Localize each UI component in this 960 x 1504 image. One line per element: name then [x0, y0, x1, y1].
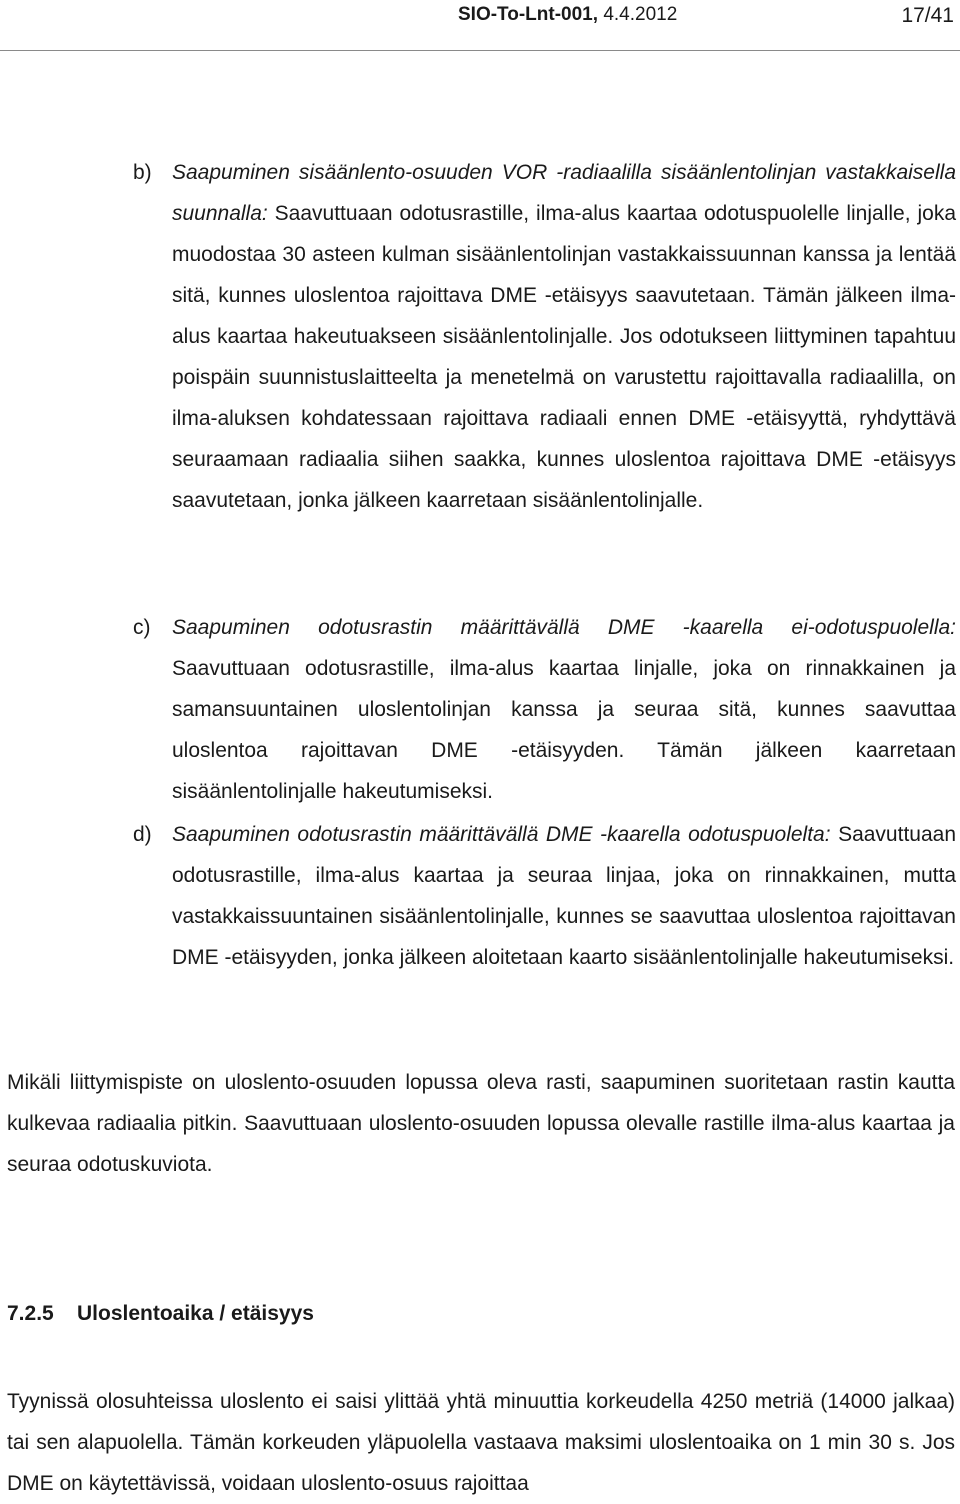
list-item-title: Saapuminen odotusrastin määrittävällä DME -kaarella ei-odotuspuolella: — [172, 616, 956, 639]
list-item-text: Saavuttuaan odotusrastille, ilma-alus kaartaa linjalle, joka on rinnakkainen ja samansuuntainen uloslentolinjan kanssa ja seuraa sitä, kunnes saavuttaa uloslentoa rajoittavan DME -etäisyyden. Tämän jälkeen kaarretaan sisäänlentolinjalle hakeutumiseksi. — [172, 657, 956, 803]
body-paragraph: Tyynissä olosuhteissa uloslento ei saisi ylittää yhtä minuuttia korkeudella 4250 metriä (14000 jalkaa) tai sen alapuolella. Tämän korkeuden yläpuolella vastaava maksimi uloslentoaika on 1 min 30 s. Jos DME on käytettävissä, voidaan uloslento-osuus rajoittaa — [7, 1390, 955, 1495]
document-date: 4.4.2012 — [603, 4, 678, 25]
list-item-text: Saavuttuaan odotusrastille, ilma-alus kaartaa ja seuraa linjaa, joka on rinnakkainen, mutta vastakkaissuuntainen sisäänlentolinjalle, kunnes se saavuttaa uloslentoa rajoittavan DME -etäisyyden, jonka jälkeen aloitetaan kaarto sisäänlentolinjalle hakeutumiseksi. — [172, 823, 956, 969]
list-item-body — [172, 152, 956, 521]
list-item-body — [172, 814, 956, 978]
list-item-body — [172, 607, 956, 812]
section-heading — [7, 1298, 314, 1330]
list-item-text: Saavuttuaan odotusrastille, ilma-alus kaartaa odotuspuolelle linjalle, joka muodostaa 30 asteen kulman sisäänlentolinjan vastakkaissuunnan kanssa ja lentää sitä, kunnes uloslentoa rajoittava DME -etäisyys saavutetaan. Tämän jälkeen ilma-alus kaartaa hakeutuakseen sisäänlentolinjalle. Jos odotukseen liittyminen tapahtuu poispäin suunnistuslaitteelta ja menetelmä on varustettu rajoittavalla radiaalilla, on ilma-aluksen kohdatessaan rajoittava radiaali ennen DME -etäisyyttä, ryhdyttävä seuraamaan radiaalia siihen saakka, kunnes uloslentoa rajoittava DME -etäisyys saavutetaan, jonka jälkeen kaarretaan sisäänlentolinjalle. — [172, 202, 956, 512]
section-title: Uloslentoaika / etäisyys — [77, 1302, 314, 1325]
list-marker: b) — [133, 161, 152, 184]
list-item-title: Saapuminen sisäänlento-osuuden VOR -radiaalilla sisäänlentolinjan vastakkaisella suunnalla: — [172, 161, 956, 225]
document-code: SIO-To-Lnt-001, — [458, 4, 599, 25]
list-marker: d) — [133, 823, 152, 846]
section-number: 7.2.5 — [7, 1302, 54, 1325]
body-paragraph: Mikäli liittymispiste on uloslento-osuuden lopussa oleva rasti, saapuminen suoritetaan rastin kautta kulkevaa radiaalia pitkin. Saavuttuaan uloslento-osuuden lopussa olevalle rastille ilma-alus kaartaa ja seuraa odotuskuviota. — [7, 1071, 955, 1176]
page-header — [0, 0, 960, 52]
list-item-title: Saapuminen odotusrastin määrittävällä DME -kaarella odotuspuolelta: — [172, 823, 831, 846]
page-number: 17/41 — [901, 4, 954, 27]
list-marker: c) — [133, 616, 151, 639]
header-divider — [0, 50, 960, 51]
document-id — [458, 4, 677, 26]
